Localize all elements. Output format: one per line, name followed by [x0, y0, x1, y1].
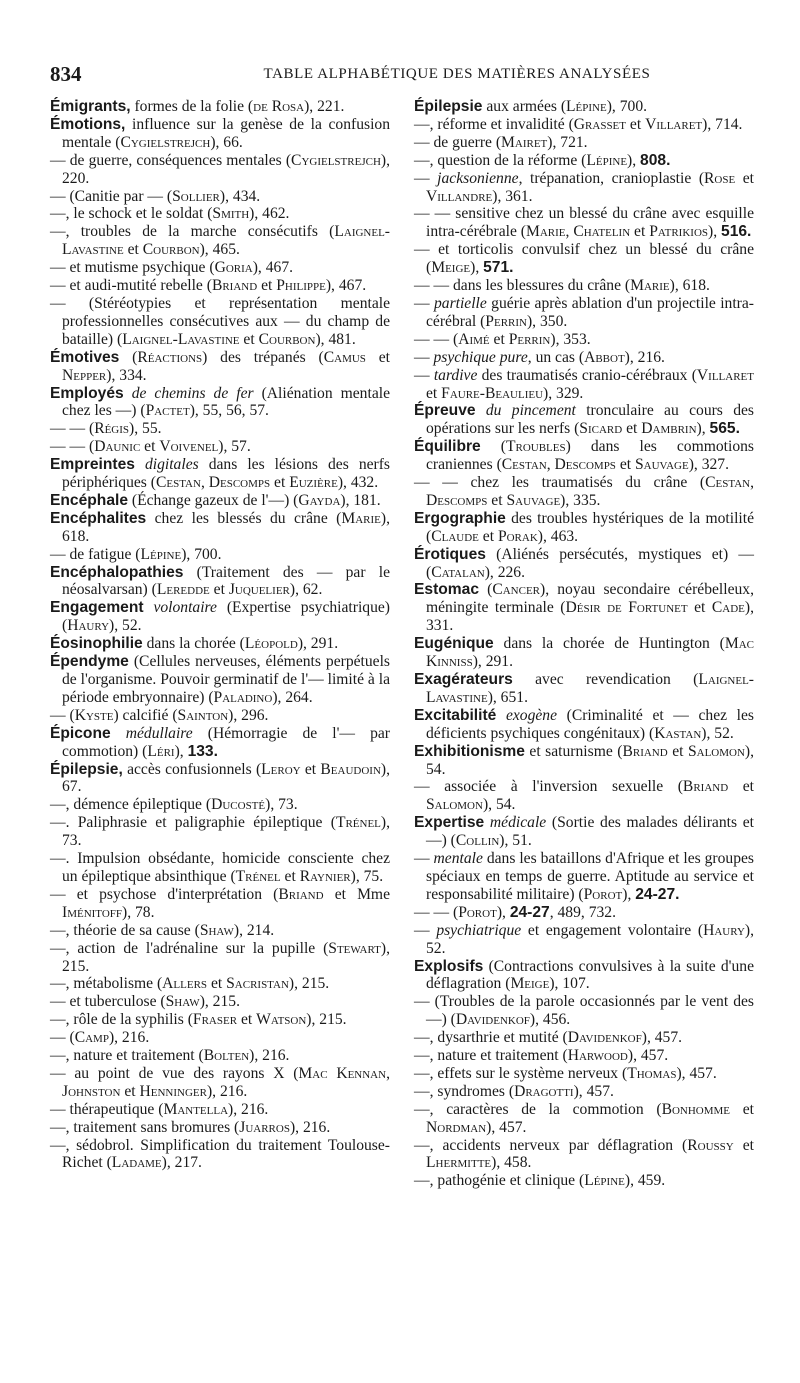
- index-entry: — — dans les blessures du crâne (Marie), 618.: [414, 277, 710, 295]
- index-entry: —, nature et traitement (Harwood), 457.: [414, 1047, 669, 1065]
- index-entry: Excitabilité exogène (Criminalité et — chez les déficients psychiques congénitaux) (Kastan), 52.: [414, 706, 754, 742]
- index-entry: — et psychose d'interprétation (Briand et Mme Iménitoff), 78.: [50, 885, 390, 921]
- index-entry: — et audi-mutité rebelle (Briand et Philippe), 467.: [50, 277, 367, 295]
- index-entry: —, le schock et le soldat (Smith), 462.: [50, 205, 290, 223]
- index-columns: [50, 98, 754, 1190]
- index-entry: —, action de l'adrénaline sur la pupille (Stewart), 215.: [50, 939, 390, 975]
- index-entry: Encéphalites chez les blessés du crâne (Marie), 618.: [50, 509, 390, 545]
- index-entry: Équilibre (Troubles) dans les commotions craniennes (Cestan, Descomps et Sauvage), 327.: [414, 438, 754, 474]
- index-entry: — — (Daunic et Voivenel), 57.: [50, 438, 251, 456]
- index-column-right: [414, 98, 754, 1190]
- index-entry: Engagement volontaire (Expertise psychiatrique) (Haury), 52.: [50, 599, 390, 635]
- index-entry: — et mutisme psychique (Goria), 467.: [50, 259, 294, 277]
- index-entry: —, effets sur le système nerveux (Thomas), 457.: [414, 1064, 717, 1082]
- index-entry: — — (Régis), 55.: [50, 420, 162, 438]
- index-entry: Exhibitionisme et saturnisme (Briand et Salomon), 54.: [414, 742, 754, 778]
- index-entry: — (Canitie par — (Sollier), 434.: [50, 187, 261, 205]
- index-entry: —, pathogénie et clinique (Lépine), 459.: [414, 1172, 666, 1190]
- index-entry: Émotions, influence sur la genèse de la confusion mentale (Cygielstrejch), 66.: [50, 115, 390, 151]
- index-entry: — jacksonienne, trépanation, cranioplastie (Rose et Villandre), 361.: [414, 169, 755, 205]
- index-entry: — (Troubles de la parole occasionnés par le vent des —) (Davidenkof), 456.: [414, 993, 754, 1029]
- index-entry: — thérapeutique (Mantella), 216.: [50, 1100, 269, 1118]
- index-entry: — — (Aimé et Perrin), 353.: [414, 330, 591, 348]
- index-column-left: [50, 98, 390, 1190]
- index-entry: — — (Porot), 24-27, 489, 732.: [414, 903, 616, 921]
- index-entry: — (Stéréotypies et représentation mentale professionnelles consécutives aux — du champ de bataille) (Laignel-Lavastine et Courbon), 481.: [50, 294, 390, 348]
- index-entry: Estomac (Cancer), noyau secondaire cérébelleux, méningite terminale (Désir de Fortunet et Cade), 331.: [414, 581, 754, 635]
- index-entry: Éosinophilie dans la chorée (Léopold), 291.: [50, 635, 339, 653]
- index-entry: — au point de vue des rayons X (Mac Kennan, Johnston et Henninger), 216.: [50, 1064, 390, 1100]
- index-entry: — psychiatrique et engagement volontaire (Haury), 52.: [414, 921, 754, 957]
- index-entry: Épilepsie aux armées (Lépine), 700.: [414, 98, 648, 115]
- index-entry: Émotives (Réactions) des trépanés (Camus et Nepper), 334.: [50, 348, 390, 384]
- index-entry: —, sédobrol. Simplification du traitement Toulouse-Richet (Ladame), 217.: [50, 1136, 390, 1172]
- index-entry: Encéphale (Échange gazeux de l'—) (Gayda), 181.: [50, 491, 381, 509]
- index-entry: —. Paliphrasie et paligraphie épileptique (Trénel), 73.: [50, 814, 390, 850]
- index-entry: Érotiques (Aliénés persécutés, mystiques et) — (Catalan), 226.: [414, 545, 754, 581]
- index-entry: — de guerre (Mairet), 721.: [414, 133, 588, 151]
- index-entry: —. Impulsion obsédante, homicide consciente chez un épileptique absinthique (Trénel et Raynier), 75.: [50, 850, 390, 885]
- index-entry: —, question de la réforme (Lépine), 808.: [414, 151, 671, 169]
- index-entry: —, métabolisme (Allers et Sacristan), 215.: [50, 975, 330, 993]
- index-entry: — psychique pure, un cas (Abbot), 216.: [414, 348, 665, 366]
- index-entry: — (Camp), 216.: [50, 1029, 150, 1047]
- index-entry: — de guerre, conséquences mentales (Cygielstrejch), 220.: [50, 151, 390, 187]
- index-entry: Encéphalopathies (Traitement des — par le néosalvarsan) (Leredde et Juquelier), 62.: [50, 563, 390, 599]
- index-entry: — — sensitive chez un blessé du crâne avec esquille intra-cérébrale (Marie, Chatelin et Patrikios), 516.: [414, 205, 754, 241]
- index-entry: Ergographie des troubles hystériques de la motilité (Claude et Porak), 463.: [414, 509, 754, 545]
- index-entry: — mentale dans les bataillons d'Afrique et les groupes spéciaux en temps de guerre. Aptitude au service et responsabilité militaire) (Porot), 24-27.: [414, 850, 754, 903]
- index-entry: Explosifs (Contractions convulsives à la suite d'une déflagration (Meige), 107.: [414, 957, 754, 993]
- index-entry: —, rôle de la syphilis (Fraser et Watson), 215.: [50, 1011, 347, 1029]
- index-entry: Épilepsie, accès confusionnels (Leroy et Beaudoin), 67.: [50, 760, 390, 796]
- index-entry: —, syndromes (Dragotti), 457.: [414, 1082, 614, 1100]
- index-entry: — de fatigue (Lépine), 700.: [50, 545, 222, 563]
- index-entry: Empreintes digitales dans les lésions des nerfs périphériques (Cestan, Descomps et Euzière), 432.: [50, 456, 390, 492]
- index-entry: —, caractères de la commotion (Bonhomme et Nordman), 457.: [414, 1100, 754, 1136]
- index-entry: —, théorie de sa cause (Shaw), 214.: [50, 921, 275, 939]
- index-entry: —, dysarthrie et mutité (Davidenkof), 457.: [414, 1029, 683, 1047]
- index-entry: Exagérateurs avec revendication (Laignel-Lavastine), 651.: [414, 671, 754, 706]
- running-header: [50, 58, 754, 98]
- index-entry: — associée à l'inversion sexuelle (Briand et Salomon), 54.: [414, 778, 755, 814]
- running-title: TABLE ALPHABÉTIQUE DES MATIÈRES ANALYSÉES: [263, 66, 651, 82]
- index-entry: — et tuberculose (Shaw), 215.: [50, 993, 240, 1011]
- page-number: 834: [50, 62, 82, 86]
- index-entry: — (Kyste) calcifié (Sainton), 296.: [50, 706, 269, 724]
- index-entry: —, accidents nerveux par déflagration (Roussy et Lhermitte), 458.: [414, 1136, 754, 1172]
- index-entry: Épendyme (Cellules nerveuses, éléments perpétuels de l'organisme. Pouvoir germinatif de l'— limité à la période embryonnaire) (Paladino), 264.: [50, 653, 390, 706]
- index-entry: Épicone médullaire (Hémorragie de l'— par commotion) (Léri), 133.: [50, 724, 390, 760]
- index-entry: — et torticolis convulsif chez un blessé du crâne (Meige), 571.: [414, 241, 754, 277]
- index-entry: Eugénique dans la chorée de Huntington (Mac Kinniss), 291.: [414, 635, 754, 671]
- index-entry: —, réforme et invalidité (Grasset et Villaret), 714.: [414, 115, 743, 133]
- index-entry: — partielle guérie après ablation d'un projectile intra-cérébral (Perrin), 350.: [414, 294, 754, 330]
- index-entry: Expertise médicale (Sortie des malades délirants et —) (Collin), 51.: [414, 814, 754, 850]
- index-entry: —, troubles de la marche consécutifs (Laignel-Lavastine et Courbon), 465.: [50, 223, 390, 259]
- index-entry: Employés de chemins de fer (Aliénation mentale chez les —) (Pactet), 55, 56, 57.: [50, 384, 390, 420]
- index-entry: — tardive des traumatisés cranio-cérébraux (Villaret et Faure-Beaulieu), 329.: [414, 366, 754, 402]
- index-entry: —, traitement sans bromures (Juarros), 216.: [50, 1118, 331, 1136]
- index-entry: — — chez les traumatisés du crâne (Cestan, Descomps et Sauvage), 335.: [414, 474, 754, 509]
- index-entry: —, nature et traitement (Bolten), 216.: [50, 1047, 290, 1065]
- index-entry: Épreuve du pincement tronculaire au cours des opérations sur les nerfs (Sicard et Dambrin), 565.: [414, 402, 754, 438]
- index-entry: Émigrants, formes de la folie (de Rosa), 221.: [50, 98, 345, 115]
- index-entry: —, démence épileptique (Ducosté), 73.: [50, 796, 298, 814]
